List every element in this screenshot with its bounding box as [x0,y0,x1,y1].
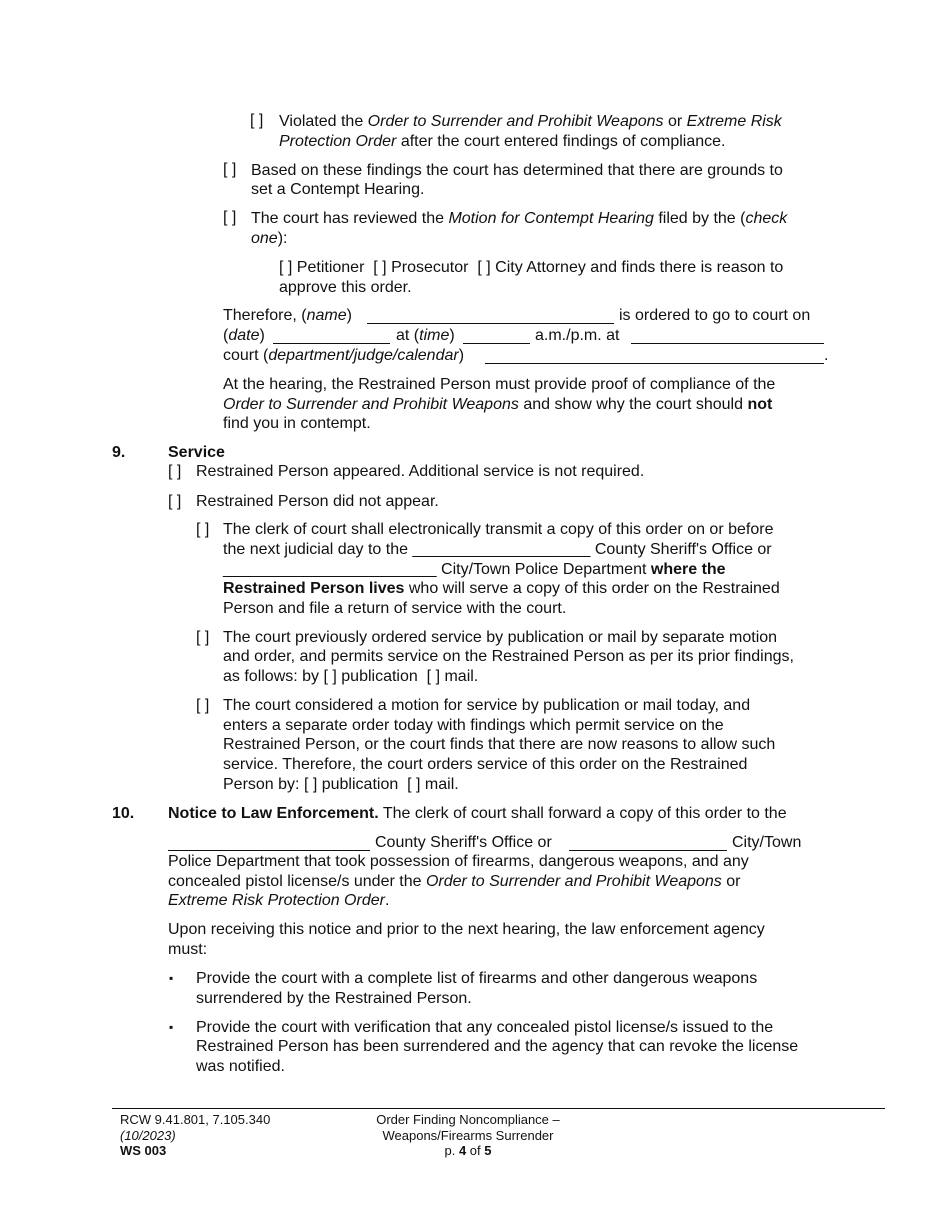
notice-county-field[interactable] [168,836,370,851]
notice-l3b: Order to Surrender and Prohibit Weapons [425,873,722,890]
date-field[interactable] [273,329,390,344]
therefore-close: ) [346,307,352,324]
clerk-l4b: who will serve a copy of this order on the Restrained [404,580,780,597]
section-10-intro: The clerk of court shall forward a copy of this order to the [378,805,787,822]
court-period: . [824,347,829,364]
previously-l3a: as follows: by [223,668,324,685]
reviewed-close: ): [277,230,288,247]
city-blank[interactable]: ________________________ [223,561,437,578]
considered-l5a: Person by: [223,776,304,793]
considered-mail-checkbox[interactable]: [ ] [407,776,421,793]
clerk-l2b: County Sheriff's Office or [590,541,772,558]
clerk-line-3 [223,560,726,580]
clerk-line-5: Person and file a return of service with the court. [223,600,567,617]
previously-mail: mail. [444,668,479,685]
violated-erpo-2: Protection Order [279,133,397,150]
considered-line-3: Restrained Person, or the court finds that there are now reasons to allow such [223,736,776,753]
bullet-2-line-2: Restrained Person has been surrendered and the agency that can revoke the license [196,1038,799,1055]
section-10-number: 10. [112,805,135,822]
bullet-1-line-1: Provide the court with a complete list of firearms and other dangerous weapons [196,970,758,987]
department-field[interactable] [485,349,824,364]
footer-page [340,1143,596,1159]
violated-line-1 [279,112,782,132]
notice-l3a: concealed pistol license/s under the [168,873,426,890]
city-attorney-label: City Attorney and finds there is reason to [495,259,784,276]
considered-line-4: service. Therefore, the court orders service of this order on the Restrained [223,756,748,773]
footer-form-number: WS 003 [120,1143,167,1158]
reviewed-motion: Motion for Contempt Hearing [448,210,654,227]
hearing-line-3: find you in contempt. [223,415,371,432]
based-line-2: set a Contempt Hearing. [251,181,425,198]
violated-line-2 [279,132,725,152]
notice-line-2: Police Department that took possession of firearms, dangerous weapons, and any [168,853,749,870]
violated-or: or [663,113,687,130]
clerk-l3a: City/Town Police Department [436,561,651,578]
location-field[interactable] [631,329,824,344]
section-9-number: 9. [112,444,126,461]
court-open: court ( [223,347,269,364]
date-word: date [228,327,260,344]
bullet-2-line-1: Provide the court with verification that any concealed pistol license/s issued to the [196,1019,774,1036]
parties-line-2: approve this order. [279,279,412,296]
appeared-checkbox[interactable]: [ ] [168,463,182,480]
prosecutor-checkbox[interactable]: [ ] [373,259,387,276]
reviewed-one: one [251,230,278,247]
violated-erpo-1: Extreme Risk [686,113,782,130]
reviewed-filed: filed by the ( [653,210,746,227]
bullet-1-line-2: surrendered by the Restrained Person. [196,990,472,1007]
previously-publication: publication [341,668,418,685]
petitioner-checkbox[interactable]: [ ] [279,259,293,276]
not-appear-checkbox[interactable]: [ ] [168,493,182,510]
violated-text: Violated the [279,113,368,130]
page-prefix: p. [444,1143,459,1158]
dept-word: department/judge/calendar [268,347,459,364]
considered-publication: publication [321,776,399,793]
clerk-line-2 [223,540,772,560]
notice-l4a: Extreme Risk Protection Order [168,892,385,909]
section-10-heading [168,804,787,824]
hearing-order: Order to Surrender and Prohibit Weapons [223,396,519,413]
based-checkbox[interactable]: [ ] [223,161,237,178]
previously-mail-checkbox[interactable]: [ ] [426,668,441,685]
considered-line-1: The court considered a motion for service by publication or mail today, and [223,697,751,714]
footer-rcw: RCW 9.41.801, 7.105.340 [120,1112,271,1127]
footer-title-1: Order Finding Noncompliance – [376,1112,560,1127]
therefore-line-1 [223,306,352,326]
clerk-l3b: where the [650,561,726,578]
page-number: 4 [458,1143,467,1158]
page-of: of [466,1143,485,1158]
hearing-line-2 [223,395,772,415]
bullet-1-icon: ▪ [169,971,174,985]
notice-line-4 [168,891,389,911]
previously-publication-checkbox[interactable]: [ ] [323,668,337,685]
previously-checkbox[interactable]: [ ] [196,629,210,646]
hearing-show: and show why the court should [518,396,748,413]
reviewed-check: check [745,210,788,227]
name-field[interactable] [367,309,614,324]
city-attorney-checkbox[interactable]: [ ] [477,259,491,276]
considered-publication-checkbox[interactable]: [ ] [303,776,318,793]
name-label: name [306,307,347,324]
clerk-l2a: the next judicial day to the [223,541,413,558]
notice-l3c: or [721,873,741,890]
notice-l4b: . [384,892,390,909]
considered-mail: mail. [424,776,459,793]
bullet-2-line-3: was notified. [196,1058,285,1075]
petitioner-label: Petitioner [296,259,365,276]
time-word: time [419,327,450,344]
considered-checkbox[interactable]: [ ] [196,697,210,714]
not-appear-text: Restrained Person did not appear. [196,493,439,510]
clerk-line-4 [223,579,780,599]
previously-line-1: The court previously ordered service by publication or mail by separate motion [223,629,778,646]
section-10-title: Notice to Law Enforcement. [168,805,379,822]
violated-rest: after the court entered findings of compliance. [396,133,726,150]
upon-line-2: must: [168,941,208,958]
footer-divider [112,1108,885,1109]
prosecutor-label: Prosecutor [391,259,469,276]
violated-checkbox[interactable]: [ ] [250,112,264,129]
clerk-checkbox[interactable]: [ ] [196,521,210,538]
footer-title-2: Weapons/Firearms Surrender [382,1128,554,1143]
time-close: ) [449,327,455,344]
ampm-label: a.m./p.m. at [535,327,620,344]
notice-line-3 [168,872,740,892]
date-label [223,326,265,346]
county-blank[interactable]: ____________________ [412,541,591,558]
notice-city-label: City/Town [732,834,802,851]
violated-order-title: Order to Surrender and Prohibit Weapons [367,113,664,130]
appeared-text: Restrained Person appeared. Additional service is not required. [196,463,645,480]
upon-line-1: Upon receiving this notice and prior to the next hearing, the law enforcement agency [168,921,765,938]
reviewed-line-2 [251,229,287,249]
considered-line-2: enters a separate order today with findings which permit service on the [223,717,724,734]
hearing-not: not [747,396,773,413]
clerk-line-1: The clerk of court shall electronically transmit a copy of this order on or before [223,521,774,538]
therefore-ordered: is ordered to go to court on [619,307,811,324]
based-line-1: Based on these findings the court has determined that there are grounds to [251,162,783,179]
reviewed-line-1 [251,209,787,229]
considered-line-5 [223,775,459,795]
date-open: ( [223,327,229,344]
time-open: at ( [396,327,420,344]
date-close: ) [259,327,265,344]
hearing-line-1: At the hearing, the Restrained Person must provide proof of compliance of the [223,376,776,393]
bullet-2-icon: ▪ [169,1020,174,1034]
time-field[interactable] [463,329,530,344]
reviewed-text: The court has reviewed the [251,210,449,227]
court-close: ) [458,347,465,364]
parties-line-1 [279,258,783,278]
previously-line-3 [223,667,478,687]
footer-date: (10/2023) [120,1128,176,1143]
clerk-l4a: Restrained Person lives [223,580,405,597]
time-label [396,326,455,346]
page-total: 5 [484,1143,492,1158]
reviewed-checkbox[interactable]: [ ] [223,209,237,226]
notice-county-label: County Sheriff's Office or [375,834,552,851]
court-label [223,346,464,366]
notice-city-field[interactable] [569,836,727,851]
section-9-title: Service [168,444,225,461]
therefore-text: Therefore, ( [223,307,307,324]
previously-line-2: and order, and permits service on the Restrained Person as per its prior findings, [223,648,794,665]
